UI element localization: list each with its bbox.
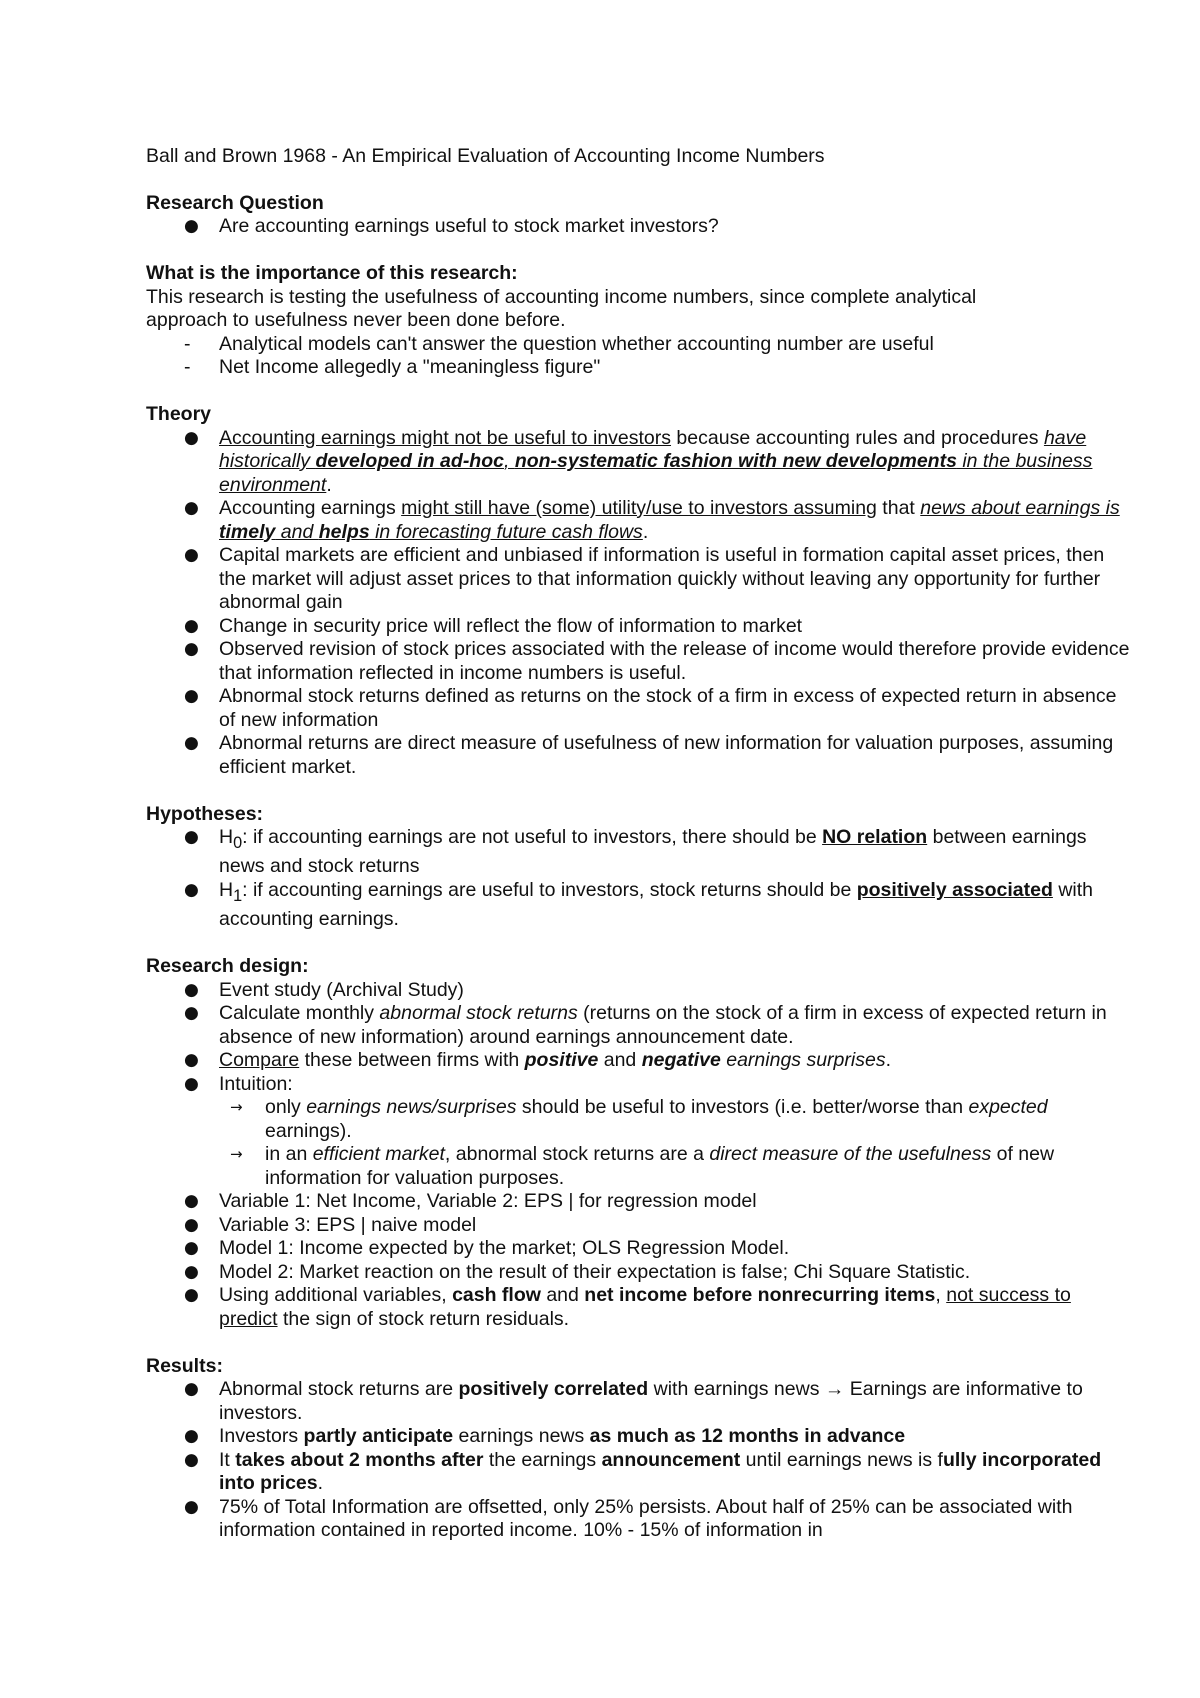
list-item: ● Abnormal stock returns defined as returns on the stock of a firm in excess of expected return in absence of new information: [146, 685, 1131, 732]
heading-theory: Theory: [146, 403, 212, 425]
list-item: ● 75% of Total Information are offsetted, only 25% persists. About half of 25% can be associated with information contained in reported income. 10% - 15% of information in: [146, 1496, 1131, 1543]
list-item: ● Variable 1: Net Income, Variable 2: EPS | for regression model: [146, 1190, 1131, 1214]
list-item: - Analytical models can't answer the question whether accounting number are useful: [146, 333, 1131, 357]
list-item: ● It takes about 2 months after the earnings announcement until earnings news is fully incorporated into prices.: [146, 1449, 1131, 1496]
list-item: ● Are accounting earnings useful to stock market investors?: [146, 215, 1131, 239]
importance-list: [146, 333, 1200, 380]
list-item: ● $H_0$: if accounting earnings are not useful to investors, there should be NO relation between earnings news and stock returns: [146, 826, 1131, 879]
hypotheses-list: [146, 826, 1200, 932]
heading-importance: What is the importance of this research:: [146, 262, 518, 284]
heading-research-design: Research design:: [146, 955, 309, 978]
list-item: ● Variable 3: EPS | naive model: [146, 1214, 1131, 1238]
list-item: - Net Income allegedly a "meaningless figure": [146, 356, 1131, 380]
list-item: ● Model 1: Income expected by the market; OLS Regression Model.: [146, 1237, 1131, 1261]
list-item: ● Abnormal stock returns are positively correlated with earnings news → Earnings are informative to investors.: [146, 1378, 1131, 1425]
list-item: ● Observed revision of stock prices associated with the release of income would therefore provide evidence that information reflected in income numbers is useful.: [146, 638, 1131, 685]
list-item: ● Using additional variables, cash flow and net income before nonrecurring items, not success to predict the sign of stock return residuals.: [146, 1284, 1131, 1331]
sub-list-item: → in an efficient market, abnormal stock returns are a direct measure of the usefulness of new information for valuation purposes.: [146, 1143, 1131, 1190]
research-question-list: [146, 215, 1200, 239]
heading-research-question: Research Question: [146, 191, 324, 214]
list-item: ● Abnormal returns are direct measure of usefulness of new information for valuation purposes, assuming efficient market.: [146, 732, 1131, 779]
heading-hypotheses: Hypotheses:: [146, 802, 264, 825]
list-item: ● Model 2: Market reaction on the result of their expectation is false; Chi Square Statistic.: [146, 1261, 1131, 1285]
list-item: ● $H_1$: if accounting earnings are useful to investors, stock returns should be positively associated with accounting earnings.: [146, 879, 1131, 932]
results-list: [146, 1378, 1200, 1543]
list-item: ● Accounting earnings might still have (some) utility/use to investors assuming that news about earnings is timely and helps in forecasting future cash flows.: [146, 497, 1131, 544]
list-item: ● Investors partly anticipate earnings news as much as 12 months in advance: [146, 1425, 1131, 1449]
list-item: ● Accounting earnings might not be useful to investors because accounting rules and procedures have historically developed in ad-hoc, non-systematic fashion with new developments in the business environment.: [146, 427, 1131, 498]
list-item: ● Change in security price will reflect the flow of information to market: [146, 615, 1131, 639]
list-item: ● Compare these between firms with positive and negative earnings surprises.: [146, 1049, 1131, 1073]
importance-paragraph: This research is testing the usefulness of accounting income numbers, since complete analytical approach to usefulness never been done before.: [146, 285, 977, 331]
research-design-list: [146, 979, 1200, 1332]
list-item: ● Event study (Archival Study): [146, 979, 1131, 1003]
theory-list: [146, 427, 1200, 780]
list-item: ● Intuition:: [146, 1073, 1131, 1097]
sub-list-item: → only earnings news/surprises should be useful to investors (i.e. better/worse than expected earnings).: [146, 1096, 1131, 1143]
heading-results: Results:: [146, 1354, 223, 1377]
list-item: ● Capital markets are efficient and unbiased if information is useful in formation capital asset prices, then the market will adjust asset prices to that information quickly without leaving any opportunity for further abnormal gain: [146, 544, 1131, 615]
list-item: ● Calculate monthly abnormal stock returns (returns on the stock of a firm in excess of expected return in absence of new information) around earnings announcement date.: [146, 1002, 1131, 1049]
document-title: Ball and Brown 1968 - An Empirical Evaluation of Accounting Income Numbers: [146, 145, 825, 167]
